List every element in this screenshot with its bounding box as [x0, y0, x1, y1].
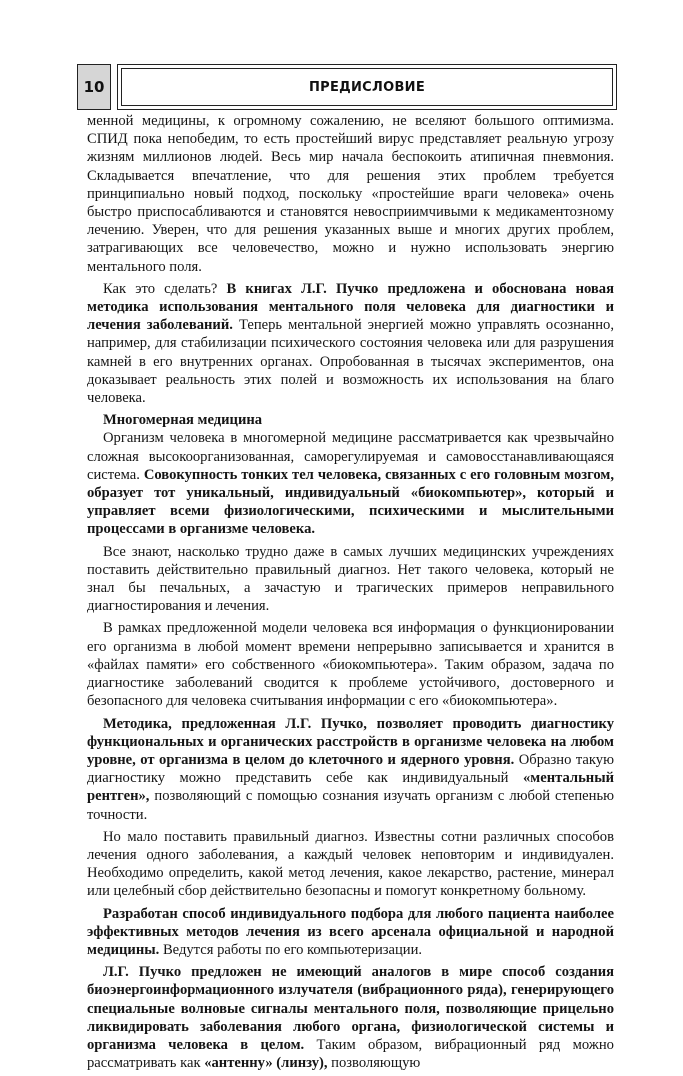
paragraph-2: [87, 280, 614, 407]
paragraph-8-bold: Разработан способ индивидуального подбора для любого пациента наиболее эффективных методов лечения из всего арсенала официальной и народной медицины.: [87, 905, 614, 958]
section-heading: Многомерная медицина: [103, 412, 263, 429]
page-number: 10: [77, 64, 111, 110]
paragraph-6: [87, 715, 614, 824]
paragraph-9: [87, 963, 614, 1072]
paragraph-6-rest: позволяющий с помощью сознания изучать организм с любой степенью точности.: [87, 788, 614, 823]
paragraph-9-mid: Таким образом, вибрационный ряд можно рассматривать как: [87, 1036, 614, 1072]
page-header: [77, 64, 617, 110]
paragraph-8: [87, 905, 614, 960]
paragraph-7: Но мало поставить правильный диагноз. Известны сотни различных способов лечения одного заболевания, а каждый человек неповторим и индивидуален. Необходимо определить, какой метод лечения, какое лекарство, растение, минерал или целебный сбор действительно безопасны и помогут конкретному больному.: [87, 828, 614, 900]
paragraph-2-lead: Как это сделать?: [103, 280, 227, 297]
paragraph-9-term: «антенну» (линзу),: [204, 1055, 328, 1072]
paragraph-6-term: «ментальный рентген»,: [87, 770, 614, 805]
page-body: [87, 112, 614, 1076]
paragraph-3: [87, 429, 614, 538]
paragraph-8-rest: Ведутся работы по его компьютеризации.: [159, 941, 423, 958]
running-title: ПРЕДИСЛОВИЕ: [121, 68, 613, 106]
paragraph-1: менной медицины, к огромному сожалению, не вселяют большого оптимизма. СПИД пока непобедим, то есть простейший вирус представляет реальную угрозу жизням миллионов людей. Весь мир начала беспокоить атипичная пневмония. Складывается впечатление, что для решения этих проблем требуется принципиально новый подход, поскольку «простейшие враги человека» очень быстро приспосабливаются и становятся невосприимчивыми к медикаментозному лечению. Уверен, что для решения указанных выше и многих других проблем, затрагивающих все человечество, можно и нужно использовать энергию ментального поля.: [87, 113, 614, 275]
paragraph-6-mid: Образно такую диагностику можно представить себе как индивидуальный: [87, 751, 614, 787]
paragraph-3-bold: Совокупность тонких тел человека, связанных с его головным мозгом, образует тот уникальный, индивидуальный «биокомпьютер», который и управляет всеми физиологическими, психическими и мыслительными процессами в организме человека.: [87, 466, 614, 538]
paragraph-6-bold: Методика, предложенная Л.Г. Пучко, позволяет проводить диагностику функциональных и органических расстройств в организме человека на любом уровне, от организма в целом до клеточного и ядерного уровня.: [87, 715, 614, 768]
paragraph-2-bold: В книгах Л.Г. Пучко предложена и обоснована новая методика использования ментального поля человека для диагностики и лечения заболеваний.: [87, 280, 615, 334]
paragraph-5: В рамках предложенной модели человека вся информация о функционировании его организма в любой момент времени непрерывно записывается и хранится в «файлах памяти» его собственного «биокомпьютера». Таким образом, задача по диагностике заболеваний сводится к проблеме устойчивого, достоверного и безопасного для человека считывания информации с его «биокомпьютера».: [87, 620, 614, 710]
paragraph-4: Все знают, насколько трудно даже в самых лучших медицинских учреждениях поставить действительно правильный диагноз. Нет такого человека, который не знал бы печальных, а зачастую и трагических примеров неправильного диагностирования и лечения.: [87, 543, 614, 615]
paragraph-3-lead: Организм человека в многомерной медицине рассматривается как чрезвычайно сложная высокоорганизованная, саморегулируемая и самовосстанавливающаяся система.: [87, 430, 614, 483]
paragraph-9-rest: позволяющую: [327, 1055, 421, 1072]
paragraph-9-bold: Л.Г. Пучко предложен не имеющий аналогов в мире способ создания биоэнергоинформационного излучателя (вибрационного ряда), генерирующего специальные волновые сигналы ментального поля, позволяющие прицельно ликвидировать заболевания любого органа, физиологической системы и организма человека в целом.: [87, 964, 614, 1053]
running-title-frame: [117, 64, 617, 110]
paragraph-2-rest: Теперь ментальной энергией можно управлять осознанно, например, для стабилизации психического состояния человека или для разрушения камней в его внутренних органах. Опробованная в тысячах экспериментов, она доказывает реальность этих полей и возможность их использования на благо человека.: [87, 317, 614, 407]
